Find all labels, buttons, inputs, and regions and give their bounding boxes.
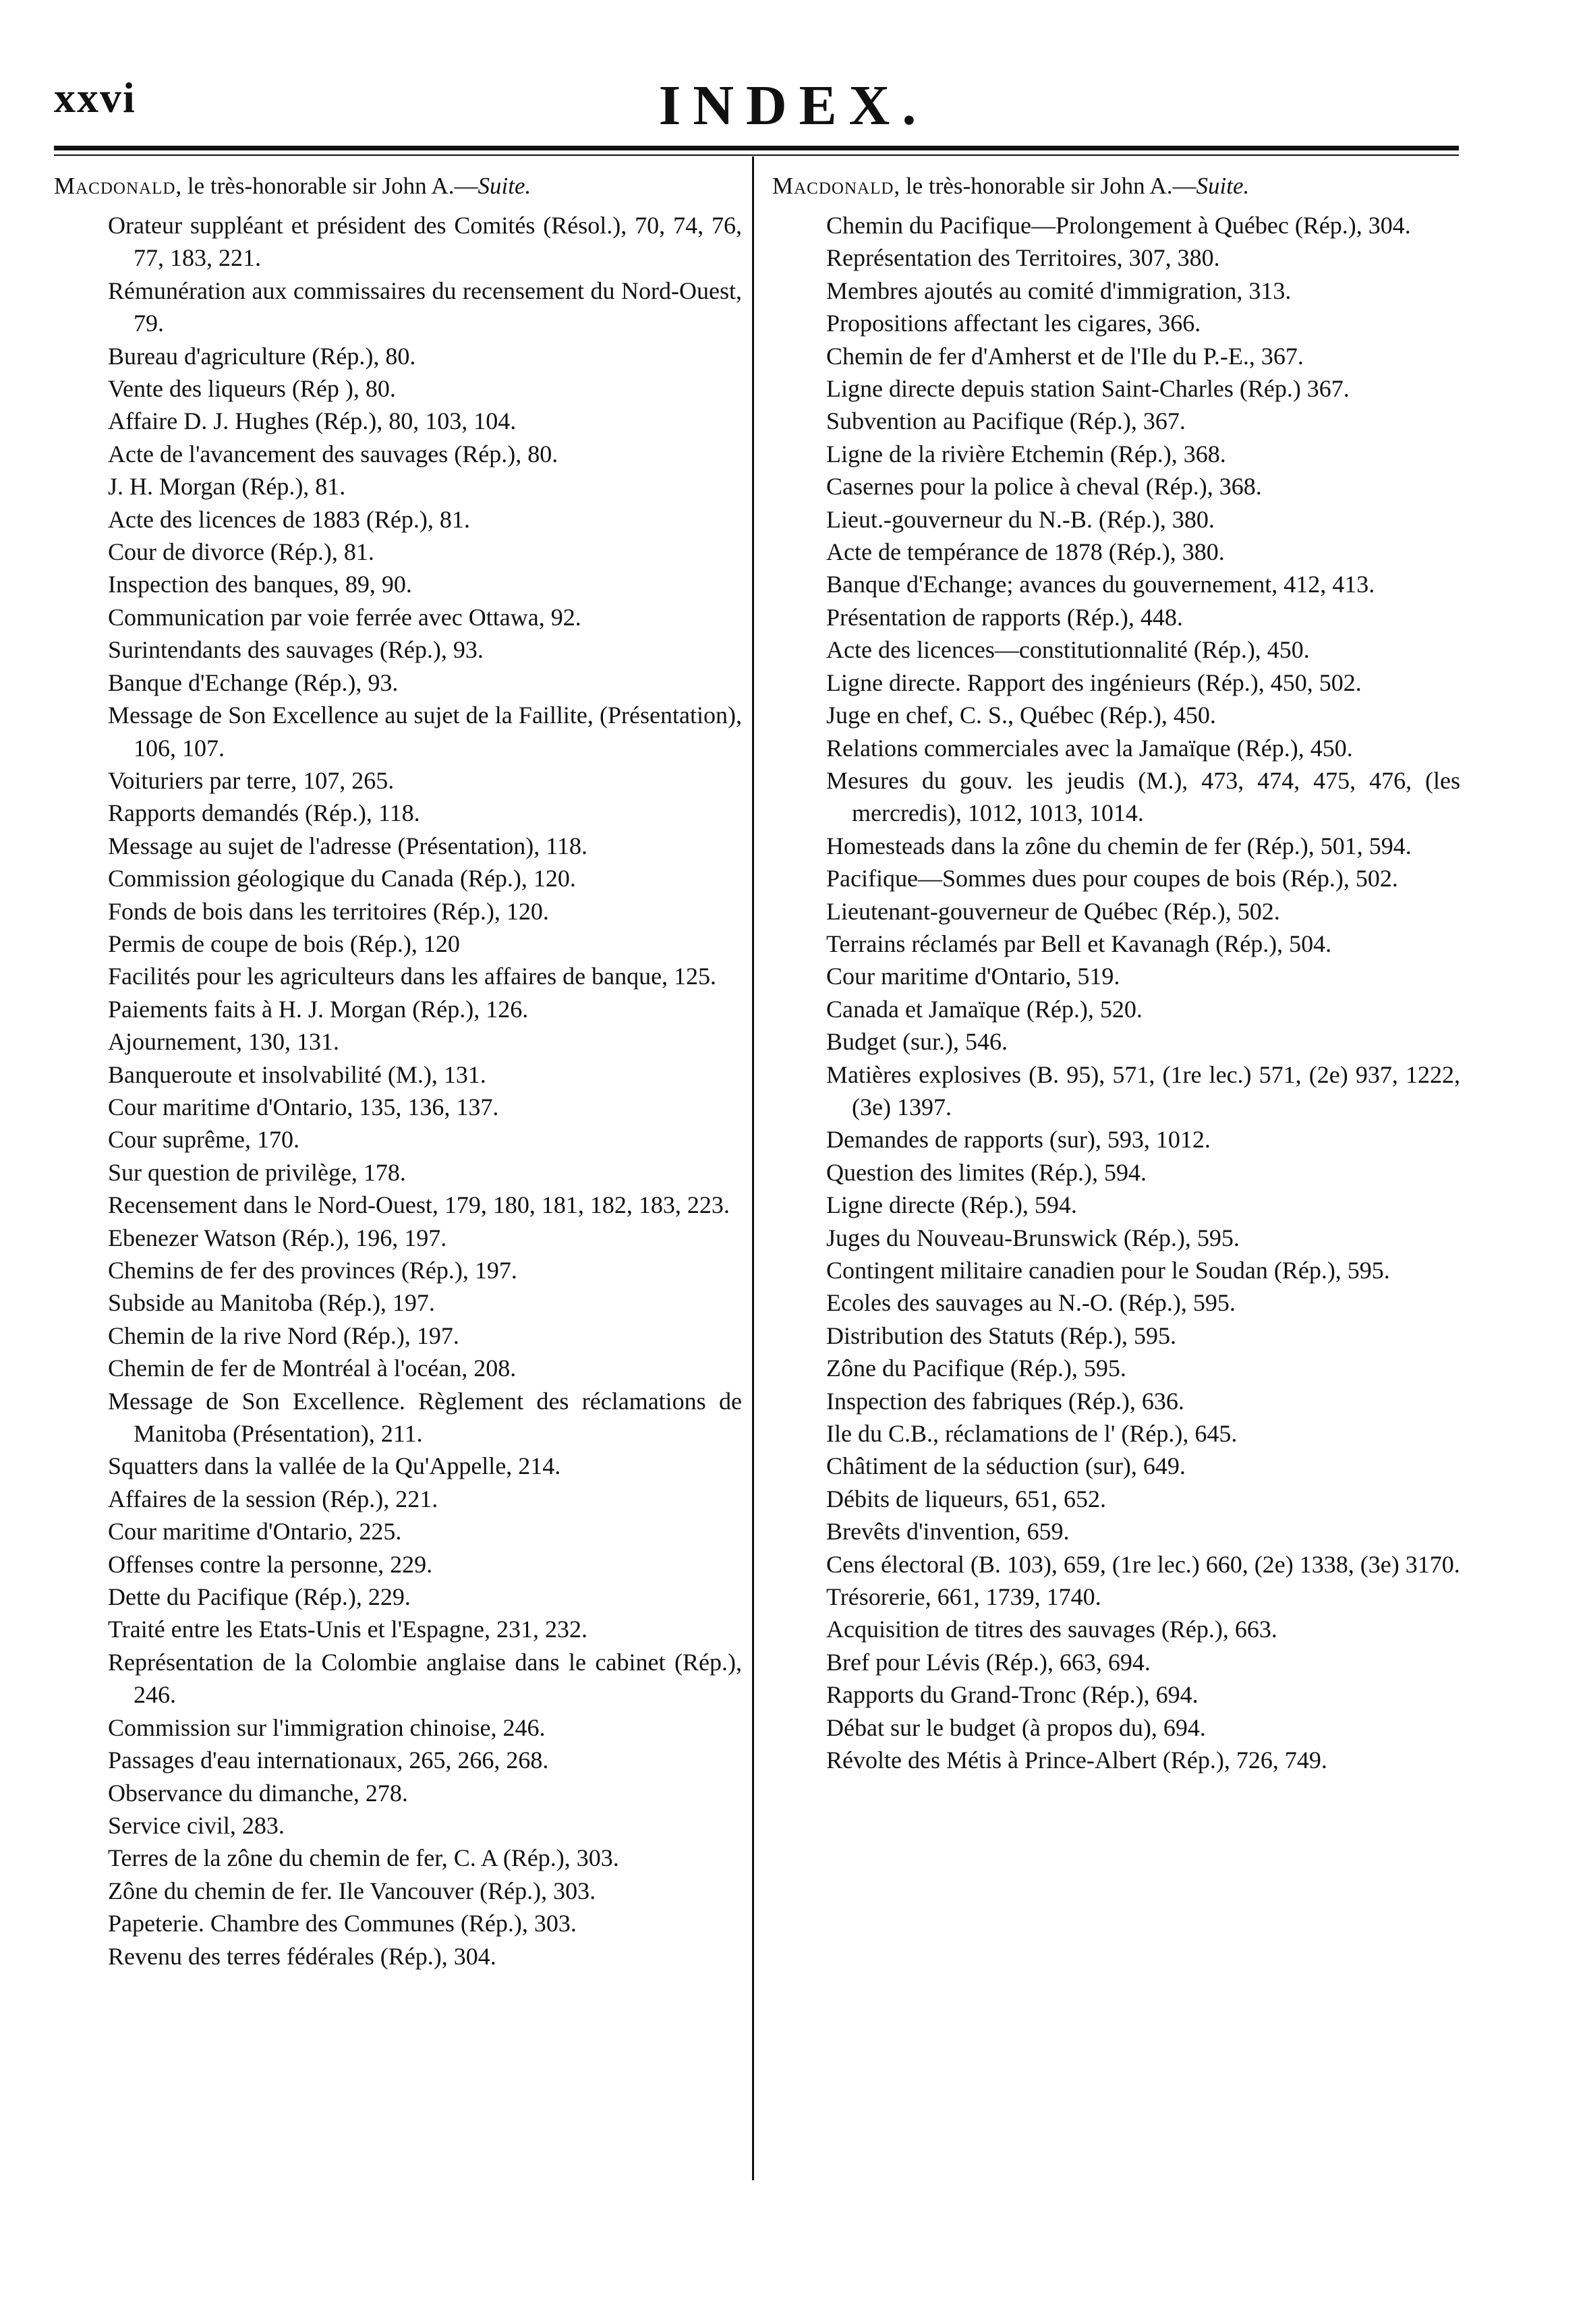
index-entry: Cens électoral (B. 103), 659, (1re lec.) 660, (2e) 1338, (3e) 3170. (826, 1550, 1460, 1578)
index-entry: Révolte des Métis à Prince-Albert (Rép.), 726, 749. (826, 1747, 1327, 1774)
page-number: xxvi (54, 74, 136, 121)
index-entry: Revenu des terres fédérales (Rép.), 304. (108, 1942, 496, 1970)
index-entry: Lieut.-gouverneur du N.-B. (Rép.), 380. (826, 505, 1215, 533)
index-entry: Banque d'Echange (Rép.), 93. (108, 669, 399, 696)
index-entry: Observance du dimanche, 278. (108, 1779, 408, 1807)
index-entry: Distribution des Statuts (Rép.), 595. (826, 1322, 1176, 1349)
index-entry: Relations commerciales avec la Jamaïque (Rép.), 450. (826, 734, 1353, 762)
heading-name: Macdonald (772, 173, 894, 199)
heading-suite: Suite. (1196, 173, 1250, 199)
index-entry: Acte de l'avancement des sauvages (Rép.), 80. (108, 440, 558, 467)
index-entry: Permis de coupe de bois (Rép.), 120 (108, 930, 460, 957)
index-entry: Affaire D. J. Hughes (Rép.), 80, 103, 104. (108, 407, 517, 435)
index-entry: Demandes de rapports (sur), 593, 1012. (826, 1126, 1211, 1154)
index-entry: Propositions affectant les cigares, 366. (826, 310, 1201, 337)
index-entry: Inspection des banques, 89, 90. (108, 571, 412, 598)
index-entry: Vente des liqueurs (Rép ), 80. (108, 375, 396, 403)
index-entry: Squatters dans la vallée de la Qu'Appelle, 214. (108, 1452, 561, 1480)
index-entry: Subvention au Pacifique (Rép.), 367. (826, 407, 1186, 435)
index-entry: Ajournement, 130, 131. (108, 1028, 339, 1056)
index-entry: Pacifique—Sommes dues pour coupes de bois (Rép.), 502. (826, 865, 1398, 892)
index-entry: Question des limites (Rép.), 594. (826, 1158, 1147, 1186)
index-entry: Message au sujet de l'adresse (Présentation), 118. (108, 832, 587, 859)
index-entry: Traité entre les Etats-Unis et l'Espagne, 231, 232. (108, 1616, 588, 1643)
index-entry: Juges du Nouveau-Brunswick (Rép.), 595. (826, 1224, 1240, 1251)
header-rule-thin (54, 154, 1459, 156)
index-entry: Châtiment de la séduction (sur), 649. (826, 1452, 1186, 1480)
index-entry: Ligne directe depuis station Saint-Charles (Rép.) 367. (826, 375, 1350, 403)
index-entry: Passages d'eau internationaux, 265, 266, 268. (108, 1747, 549, 1774)
index-entry: Voituriers par terre, 107, 265. (108, 766, 395, 794)
index-entry: Budget (sur.), 546. (826, 1028, 1008, 1056)
index-entry: J. H. Morgan (Rép.), 81. (108, 473, 346, 501)
index-entry: Commission sur l'immigration chinoise, 246. (108, 1713, 546, 1741)
index-entry: Bureau d'agriculture (Rép.), 80. (108, 342, 416, 370)
index-entry: Zône du Pacifique (Rép.), 595. (826, 1355, 1126, 1382)
index-entry: Lieutenant-gouverneur de Québec (Rép.), 502. (826, 897, 1280, 925)
index-entry: Chemin de fer de Montréal à l'océan, 208. (108, 1355, 517, 1382)
heading-text: , le très-honorable sir John A.— (894, 173, 1196, 199)
index-entry: Membres ajoutés au comité d'immigration, 313. (826, 277, 1292, 304)
index-entry: Chemin de la rive Nord (Rép.), 197. (108, 1322, 459, 1349)
left-column (54, 170, 742, 1973)
page-header (0, 0, 1587, 142)
index-entry: Terres de la zône du chemin de fer, C. A (Rép.), 303. (108, 1844, 619, 1872)
index-entry: Ligne de la rivière Etchemin (Rép.), 368. (826, 440, 1226, 467)
index-entry: Message de Son Excellence au sujet de la Faillite, (Présentation), 106, 107. (108, 702, 742, 762)
heading-name: Macdonald (54, 173, 176, 199)
index-entry: Rémunération aux commissaires du recensement du Nord-Ouest, 79. (108, 277, 742, 337)
index-entry: Homesteads dans la zône du chemin de fer (Rép.), 501, 594. (826, 832, 1412, 859)
index-entry: Commission géologique du Canada (Rép.), 120. (108, 865, 576, 892)
index-entry: Communication par voie ferrée avec Ottawa, 92. (108, 603, 581, 631)
index-entry: Cour de divorce (Rép.), 81. (108, 538, 374, 566)
index-entry: Rapports demandés (Rép.), 118. (108, 799, 420, 827)
column-divider (752, 157, 754, 2180)
index-entry: Acquisition de titres des sauvages (Rép.), 663. (826, 1616, 1277, 1643)
index-entry: Juge en chef, C. S., Québec (Rép.), 450. (826, 702, 1216, 729)
index-entry: Message de Son Excellence. Règlement des réclamations de Manitoba (Présentation), 211. (108, 1387, 742, 1448)
index-entry: Sur question de privilège, 178. (108, 1158, 406, 1186)
heading-text: , le très-honorable sir John A.— (175, 173, 478, 199)
index-entry: Rapports du Grand-Tronc (Rép.), 694. (826, 1681, 1199, 1709)
index-entry: Canada et Jamaïque (Rép.), 520. (826, 995, 1143, 1023)
index-entry: Ligne directe. Rapport des ingénieurs (Rép.), 450, 502. (826, 669, 1362, 696)
index-entry: Casernes pour la police à cheval (Rép.), 368. (826, 473, 1262, 501)
index-entry: Acte de tempérance de 1878 (Rép.), 380. (826, 538, 1225, 566)
index-entry: Dette du Pacifique (Rép.), 229. (108, 1583, 411, 1611)
index-entry: Facilités pour les agriculteurs dans les affaires de banque, 125. (108, 963, 717, 990)
index-entry: Zône du chemin de fer. Ile Vancouver (Rép.), 303. (108, 1877, 596, 1904)
index-entry: Ecoles des sauvages au N.-O. (Rép.), 595. (826, 1289, 1236, 1317)
index-entry: Chemin de fer d'Amherst et de l'Ile du P.-E., 367. (826, 342, 1304, 370)
index-entry: Paiements faits à H. J. Morgan (Rép.), 126. (108, 995, 529, 1023)
index-entry: Fonds de bois dans les territoires (Rép.), 120. (108, 897, 549, 925)
index-entry: Mesures du gouv. les jeudis (M.), 473, 474, 475, 476, (les mercredis), 1012, 1013, 1014. (826, 766, 1460, 827)
index-entry: Chemins de fer des provinces (Rép.), 197. (108, 1257, 517, 1284)
index-entry: Affaires de la session (Rép.), 221. (108, 1485, 438, 1512)
index-entry: Banque d'Echange; avances du gouvernement, 412, 413. (826, 571, 1375, 598)
index-entry: Brevêts d'invention, 659. (826, 1518, 1070, 1546)
index-entry: Orateur suppléant et président des Comités (Résol.), 70, 74, 76, 77, 183, 221. (108, 212, 742, 272)
index-entry: Acte des licences—constitutionnalité (Rép.), 450. (826, 636, 1310, 664)
header-rule-thick (54, 146, 1459, 150)
index-entry: Subside au Manitoba (Rép.), 197. (108, 1289, 435, 1317)
index-entry: Trésorerie, 661, 1739, 1740. (826, 1583, 1101, 1611)
index-entry: Terrains réclamés par Bell et Kavanagh (Rép.), 504. (826, 930, 1332, 957)
index-entry: Bref pour Lévis (Rép.), 663, 694. (826, 1648, 1151, 1676)
right-entry-list (772, 209, 1460, 1777)
heading-suite: Suite. (478, 173, 531, 199)
index-entry: Surintendants des sauvages (Rép.), 93. (108, 636, 484, 664)
index-entry: Représentation des Territoires, 307, 380. (826, 244, 1220, 272)
index-entry: Contingent militaire canadien pour le Soudan (Rép.), 595. (826, 1257, 1390, 1284)
index-entry: Ile du C.B., réclamations de l' (Rép.), 645. (826, 1420, 1238, 1448)
page-title: INDEX. (658, 74, 929, 137)
index-entry: Cour maritime d'Ontario, 135, 136, 137. (108, 1093, 499, 1121)
index-entry: Chemin du Pacifique—Prolongement à Québec (Rép.), 304. (826, 212, 1411, 239)
index-entry: Débat sur le budget (à propos du), 694. (826, 1713, 1206, 1741)
index-entry: Ebenezer Watson (Rép.), 196, 197. (108, 1224, 447, 1251)
left-column-heading (54, 170, 742, 202)
index-entry: Cour suprême, 170. (108, 1126, 299, 1154)
left-entry-list (54, 209, 742, 1973)
index-entry: Représentation de la Colombie anglaise dans le cabinet (Rép.), 246. (108, 1648, 742, 1709)
right-column (772, 170, 1460, 1777)
right-column-heading (772, 170, 1460, 202)
index-entry: Papeterie. Chambre des Communes (Rép.), 303. (108, 1910, 577, 1937)
index-entry: Service civil, 283. (108, 1811, 285, 1839)
index-entry: Cour maritime d'Ontario, 225. (108, 1518, 402, 1546)
index-entry: Offenses contre la personne, 229. (108, 1550, 433, 1578)
index-entry: Ligne directe (Rép.), 594. (826, 1191, 1077, 1219)
index-entry: Présentation de rapports (Rép.), 448. (826, 603, 1183, 631)
index-entry: Cour maritime d'Ontario, 519. (826, 963, 1120, 990)
index-entry: Recensement dans le Nord-Ouest, 179, 180, 181, 182, 183, 223. (108, 1191, 730, 1219)
index-entry: Inspection des fabriques (Rép.), 636. (826, 1387, 1184, 1415)
index-entry: Matières explosives (B. 95), 571, (1re lec.) 571, (2e) 937, 1222, (3e) 1397. (826, 1060, 1460, 1121)
index-entry: Débits de liqueurs, 651, 652. (826, 1485, 1106, 1512)
index-entry: Acte des licences de 1883 (Rép.), 81. (108, 505, 470, 533)
index-entry: Banqueroute et insolvabilité (M.), 131. (108, 1060, 486, 1088)
